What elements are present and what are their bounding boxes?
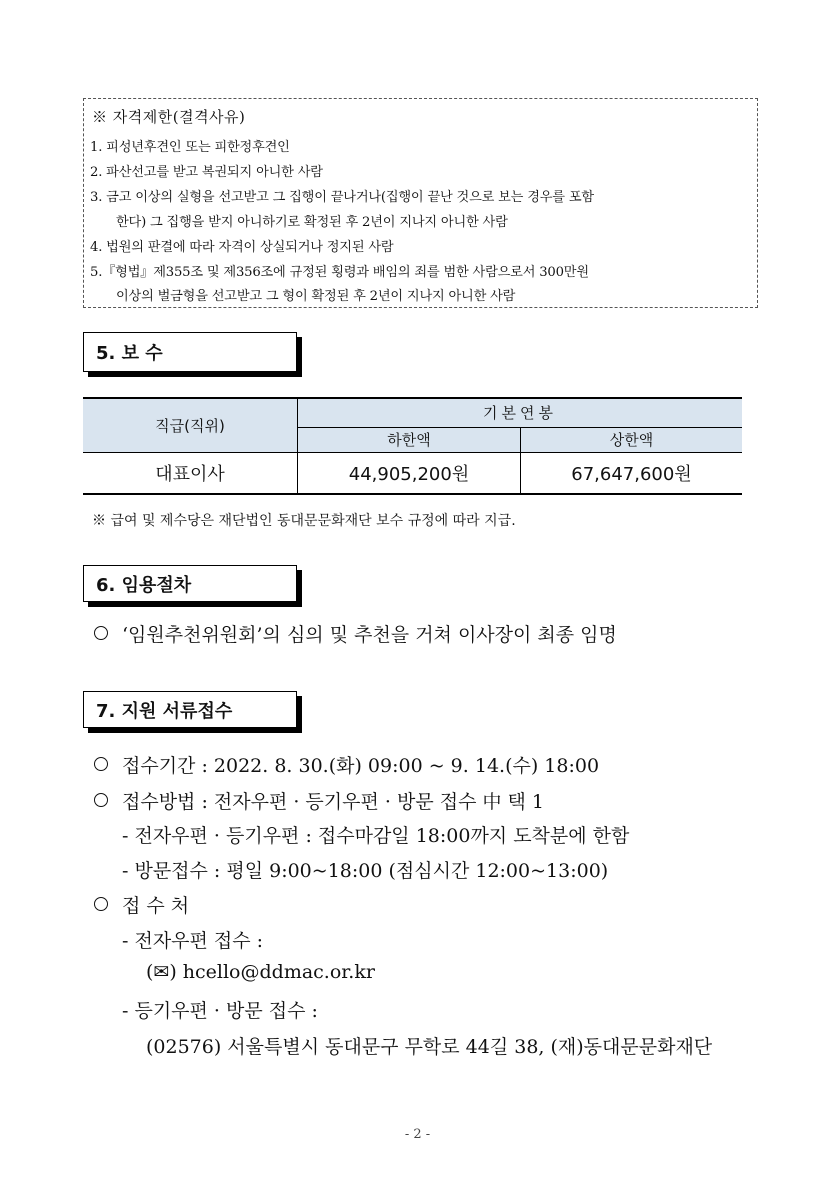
salary-table: [83, 397, 742, 495]
cell-min-amount: 44,905,200원: [298, 452, 521, 494]
email-address[interactable]: (✉) hcello@ddmac.or.kr: [146, 961, 375, 983]
disqualification-item: 1. 피성년후견인 또는 피한정후견인: [90, 140, 290, 155]
bullet-circle-icon: [94, 897, 108, 911]
disqualification-title: ※ 자격제한(결격사유): [92, 108, 246, 126]
method-visit-detail: - 방문접수 : 평일 9:00~18:00 (점심시간 12:00~13:00): [122, 860, 609, 882]
appointment-procedure-text: ‘임원추천위원회’의 심의 및 추천을 거쳐 이사장이 최종 임명: [122, 624, 617, 646]
post-visit-label: - 등기우편 · 방문 접수 :: [122, 1000, 318, 1022]
disqualification-item-continued: 한다) 그 집행을 받지 아니하기로 확정된 후 2년이 지나지 아니한 사람: [116, 215, 508, 230]
page-number: - 2 -: [404, 1127, 431, 1142]
header-base-salary: 기본연봉: [298, 398, 743, 427]
disqualification-item: 5.『형법』제355조 및 제356조에 규정된 횡령과 배임의 죄를 범한 사람으로서 300만원: [90, 265, 589, 280]
application-place-line: [94, 891, 189, 918]
appointment-procedure-line: [94, 620, 617, 647]
cell-grade: 대표이사: [83, 452, 298, 494]
application-period-line: [94, 751, 599, 778]
disqualification-item: 4. 법원의 판결에 따라 자격이 상실되거나 정지된 사람: [90, 240, 394, 255]
cell-max-amount: 67,647,600원: [571, 463, 692, 485]
email-label: - 전자우편 접수 :: [122, 930, 264, 952]
header-grade: 직급(직위): [83, 398, 298, 452]
disqualification-item: 2. 파산선고를 받고 복권되지 아니한 사람: [90, 165, 323, 180]
section-5-header: 5. 보 수: [83, 332, 297, 372]
salary-note: ※ 급여 및 제수당은 재단법인 동대문문화재단 보수 규정에 따라 지급.: [92, 513, 516, 529]
section-6-header: 6. 임용절차: [83, 565, 297, 602]
postal-address: (02576) 서울특별시 동대문구 무학로 44길 38, (재)동대문문화재단: [146, 1036, 713, 1058]
header-min-amount: 하한액: [298, 427, 521, 452]
bullet-circle-icon: [94, 757, 108, 771]
disqualification-item: 3. 금고 이상의 실형을 선고받고 그 집행이 끝나거나(집행이 끝난 것으로 보는 경우를 포함: [90, 190, 594, 205]
method-email-post-detail: - 전자우편 · 등기우편 : 접수마감일 18:00까지 도착분에 한함: [122, 825, 630, 847]
application-method-line: [94, 787, 544, 814]
bullet-circle-icon: [94, 793, 108, 807]
application-method-text: 접수방법 : 전자우편 · 등기우편 · 방문 접수 中 택 1: [122, 791, 544, 813]
disqualification-item-continued: 이상의 벌금형을 선고받고 그 형이 확정된 후 2년이 지나지 아니한 사람: [116, 289, 516, 304]
bullet-circle-icon: [94, 626, 108, 640]
header-max-amount: 상한액: [521, 427, 743, 452]
section-7-header: 7. 지원 서류접수: [83, 691, 297, 728]
application-place-text: 접 수 처: [122, 895, 190, 917]
application-period-text: 접수기간 : 2022. 8. 30.(화) 09:00 ~ 9. 14.(수) 18:00: [122, 755, 600, 777]
